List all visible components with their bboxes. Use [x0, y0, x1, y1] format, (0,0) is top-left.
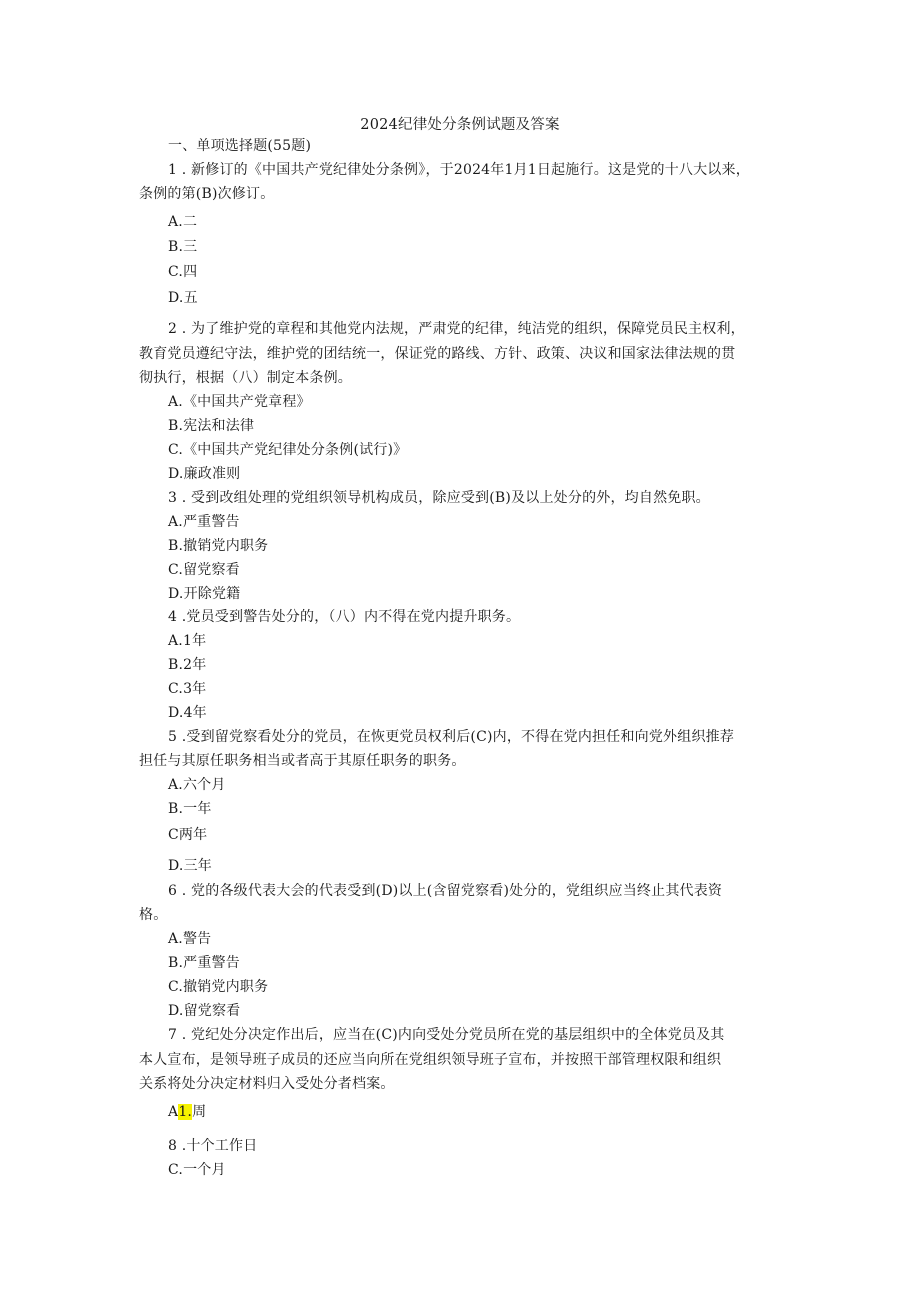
question-4-option-d: D.4年	[168, 705, 207, 721]
question-5-option-b: B.一年	[168, 801, 212, 817]
question-2-line-3: 彻执行，根据（八）制定本条例。	[139, 370, 352, 386]
question-7-option-a-rest: 周	[192, 1104, 207, 1120]
question-1-option-d: D.五	[168, 290, 198, 306]
question-3-option-d: D.开除党籍	[168, 586, 241, 602]
question-7-line-2: 本人宣布，是领导班子成员的还应当向所在党组织领导班子宣布，并按照干部管理权限和组织	[139, 1052, 722, 1068]
question-4-line-1: 4 .党员受到警告处分的，（八）内不得在党内提升职务。	[168, 609, 521, 625]
question-4-option-c: C.3年	[168, 681, 207, 697]
question-6-option-a: A.警告	[168, 931, 212, 947]
question-1-line-2: 条例的第(B)次修订。	[139, 186, 275, 202]
question-5-option-a: A.六个月	[168, 777, 226, 793]
document-title: 2024纪律处分条例试题及答案	[360, 117, 560, 133]
question-3-option-a: A.严重警告	[168, 514, 240, 530]
question-1-line-1: 1 . 新修订的《中国共产党纪律处分条例》，于2024年1月1日起施行。这是党的十八大以来，	[168, 162, 750, 178]
question-1-option-c: C.四	[168, 264, 198, 280]
question-2-option-d: D.廉政准则	[168, 466, 241, 482]
question-2-line-1: 2 . 为了维护党的章程和其他党内法规，严肃党的纪律，纯洁党的组织，保障党员民主权利，	[168, 321, 745, 337]
question-1-option-b: B.三	[168, 239, 198, 255]
question-7-option-a	[168, 1102, 206, 1122]
question-4-option-b: B.2年	[168, 657, 207, 673]
question-5-option-c: C两年	[168, 827, 208, 843]
question-7-option-b: 8 .十个工作日	[168, 1138, 258, 1154]
question-7-option-c: C.一个月	[168, 1162, 226, 1178]
question-2-option-c: C.《中国共产党纪律处分条例(试行)》	[168, 442, 408, 458]
question-3-option-b: B.撤销党内职务	[168, 538, 269, 554]
question-3-option-c: C.留党察看	[168, 562, 240, 578]
highlight-mark: 1.	[178, 1104, 193, 1120]
section-heading: 一、单项选择题(55题)	[168, 138, 312, 154]
question-6-line-1: 6 . 党的各级代表大会的代表受到(D)以上(含留党察看)处分的，党组织应当终止其代表资	[168, 883, 723, 899]
question-5-line-2: 担任与其原任职务相当或者高于其原任职务的职务。	[139, 753, 466, 769]
question-2-line-2: 教育党员遵纪守法，维护党的团结统一，保证党的路线、方针、政策、决议和国家法律法规的贯	[139, 346, 736, 362]
question-6-line-2: 格。	[139, 907, 168, 923]
question-3-line-1: 3 . 受到改组处理的党组织领导机构成员，除应受到(B)及以上处分的外，均自然免职。	[168, 490, 710, 506]
question-5-option-d: D.三年	[168, 858, 212, 874]
question-6-option-d: D.留党察看	[168, 1003, 241, 1019]
question-2-option-a: A.《中国共产党章程》	[168, 394, 311, 410]
question-7-line-3: 关系将处分决定材料归入受处分者档案。	[139, 1076, 395, 1092]
question-6-option-c: C.撤销党内职务	[168, 979, 269, 995]
question-7-option-a-prefix: A	[168, 1104, 179, 1120]
question-7-line-1: 7 . 党纪处分决定作出后，应当在(C)内向受处分党员所在党的基层组织中的全体党员及其	[168, 1027, 725, 1043]
question-5-line-1: 5 .受到留党察看处分的党员，在恢更党员权利后(C)内，不得在党内担任和向党外组织推荐	[168, 729, 735, 745]
question-4-option-a: A.1年	[168, 633, 207, 649]
question-2-option-b: B.宪法和法律	[168, 418, 255, 434]
question-1-option-a: A.二	[168, 214, 198, 230]
question-6-option-b: B.严重警告	[168, 955, 240, 971]
